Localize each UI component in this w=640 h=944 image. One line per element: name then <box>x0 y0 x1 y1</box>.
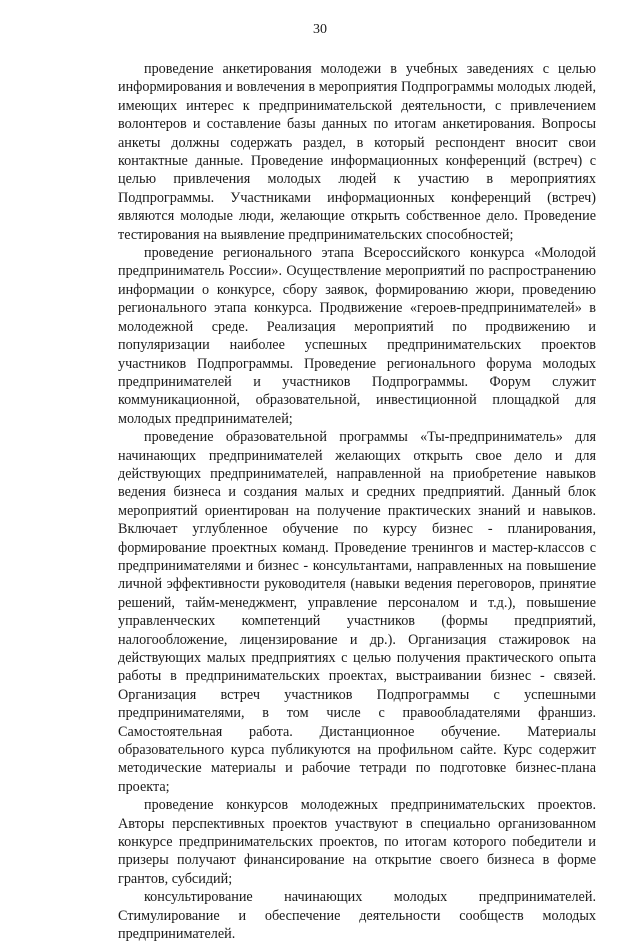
paragraph-consulting: консультирование начинающих молодых предпринимателей. Стимулирование и обеспечение деятельности сообществ молодых предпринимателей. <box>118 889 596 943</box>
paragraph-regional-contest: проведение регионального этапа Всероссийского конкурса «Молодой предприниматель России». Осуществление мероприятий по распространению информации о конкурсе, сбору заявок, формированию жюри, проведению регионального этапа конкурса. Продвижение «героев-предпринимателей» в молодежной среде. Реализация мероприятий по продвижению и популяризации наиболее успешных предпринимательских проектов участников Подпрограммы. Проведение регионального форума молодых предпринимателей и участников Подпрограммы. Форум служит коммуникационной, образовательной, инвестиционной площадкой для молодых предпринимателей; <box>118 245 596 427</box>
paragraph-survey: проведение анкетирования молодежи в учебных заведениях с целью информирования и вовлечения в мероприятия Подпрограммы молодых людей, имеющих интерес к предпринимательской деятельности, с привлечением волонтеров и составление базы данных по итогам анкетирования. Вопросы анкеты должны содержать раздел, в который респондент вносит свои контактные данные. Проведение информационных конференций (встреч) с целью привлечения молодых людей к участию в мероприятиях Подпрограммы. Участниками информационных конференций (встреч) являются молодые люди, желающие открыть собственное дело. Проведение тестирования на выявление предпринимательских способностей; <box>118 61 596 243</box>
page-number: 30 <box>313 22 327 37</box>
paragraph-project-contests: проведение конкурсов молодежных предпринимательских проектов. Авторы перспективных проектов участвуют в специально организованном конкурсе предпринимательских проектов, по итогам которого победители и призеры получают финансирование на открытие своего бизнеса в форме грантов, субсидий; <box>118 797 596 887</box>
paragraph-education-program: проведение образовательной программы «Ты-предприниматель» для начинающих предпринимателей желающих открыть свое дело и для действующих предпринимателей, направленной на приобретение навыков ведения бизнеса и создания малых и средних предприятий. Данный блок мероприятий ориентирован на получение практических знаний и навыков. Включает углубленное обучение по курсу бизнес - планирования, формирование проектных команд. Проведение тренингов и мастер-классов с предпринимателями и бизнес - консультантами, направленных на повышение личной эффективности руководителя (навыки ведения переговоров, принятие решений, тайм-менеджмент, управление персоналом и т.д.), повышение управленческих компетенций участников (формы предприятий, налогообложение, лицензирование и др.). Организация стажировок на действующих малых предприятиях с целью получения практического опыта работы в предпринимательских проектах, выстраивании бизнес - связей. Организация встреч участников Подпрограммы с успешными предпринимателями, в том числе с правообладателями франшиз. Самостоятельная работа. Дистанционное обучение. Материалы образовательного курса публикуются на профильном сайте. Курс содержит методические материалы и рабочие тетради по подготовке бизнес-плана проекта; <box>118 429 596 795</box>
document-body <box>118 60 596 944</box>
